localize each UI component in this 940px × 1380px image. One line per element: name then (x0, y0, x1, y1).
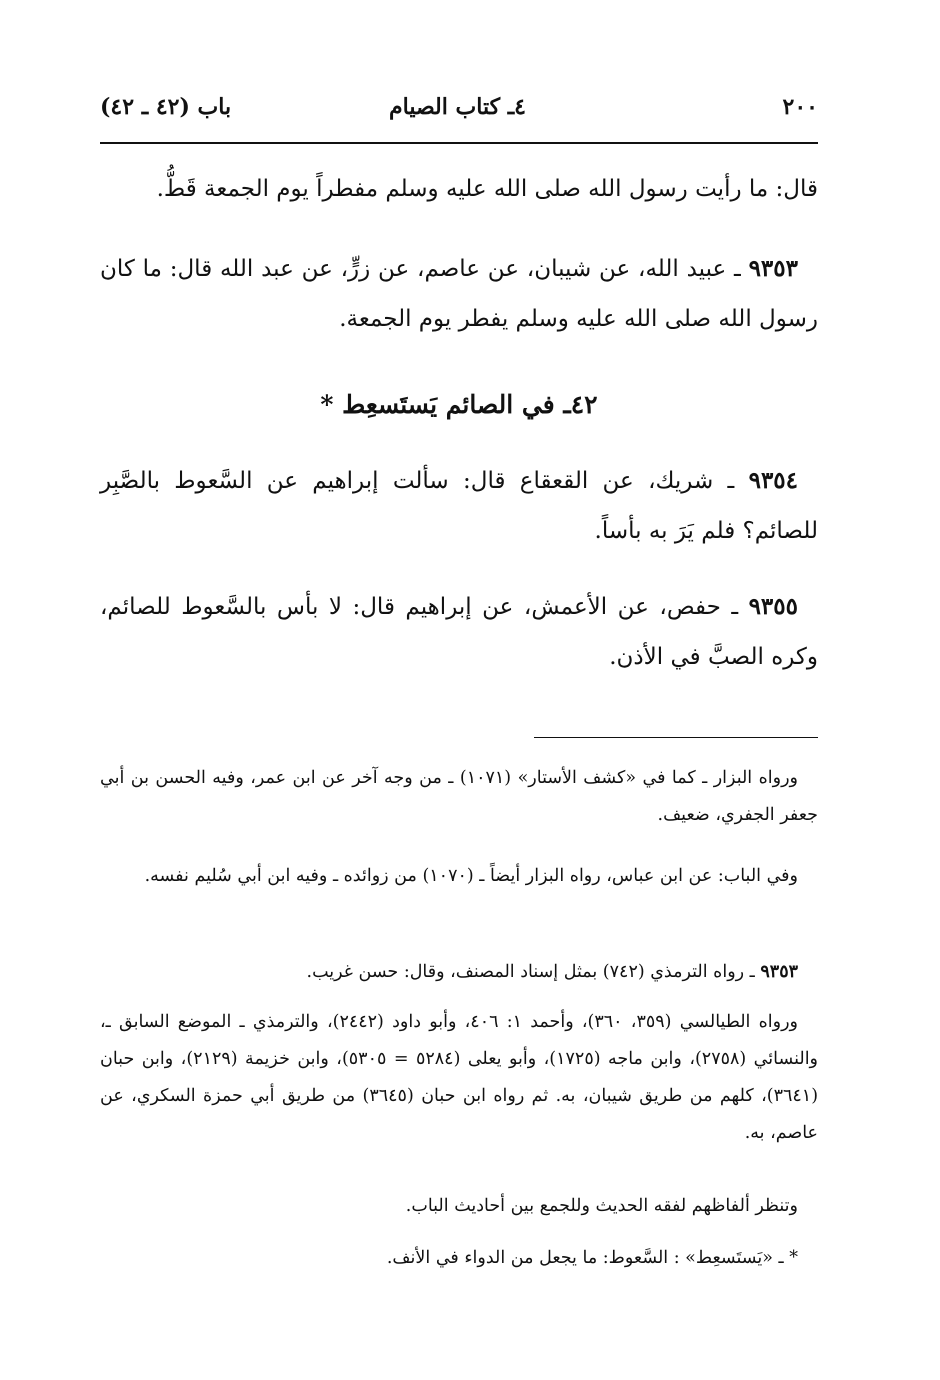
header-divider (100, 142, 818, 144)
footnote-text: ـ رواه الترمذي (٧٤٢) بمثل إسناد المصنف، وقال: حسن غريب. (306, 962, 755, 982)
hadith-number: ٩٣٥٥ (748, 593, 798, 620)
footnote-definition: * ـ «يَستَسعِط» : السَّعوط: ما يجعل من الدواء في الأنف. (386, 1248, 798, 1268)
footnote-takhrij: ورواه الطيالسي (٣٥٩، ٣٦٠)، وأحمد ١: ٤٠٦، وأبو داود (٢٤٤٢)، والترمذي ـ الموضع السابق ـ، والنسائي (٢٧٥٨)، وابن ماجه (١٧٢٥)، وأبو يعلى (٥٢٨٤ = ٥٣٠٥)، وابن خزيمة (٢١٢٩)، وابن حبان (٣٦٤١)، كلهم من طريق شيبان، به. ثم رواه ابن حبان (٣٦٤٥) من طريق أبي حمزة السكري، عن عاصم، به. (100, 1012, 819, 1143)
hadith-number: ٩٣٥٤ (748, 467, 799, 494)
hadith-text: ـ عبيد الله، عن شيبان، عن عاصم، عن زرٍّ، عن عبد الله قال: ما كان رسول الله صلى الله عليه وسلم يفطر يوم الجمعة. (100, 256, 818, 332)
footnote-in-the-chapter: وفي الباب: عن ابن عباس، رواه البزار أيضاً ـ (١٠٧٠) من زوائده ـ وفيه ابن أبي سُليم نفسه. (144, 866, 798, 886)
chapter-reference: باب (٤٢ ـ ٤٢) (100, 94, 232, 120)
page-number: ٢٠٠ (782, 94, 818, 120)
footnote-number: ٩٣٥٣ (760, 962, 798, 982)
hadith-9354 (100, 456, 818, 556)
footnote-9353 (100, 954, 818, 991)
hadith-number: ٩٣٥٣ (748, 255, 798, 282)
section-title: ٤٢ـ في الصائم يَستَسعِط * (320, 390, 598, 419)
hadith-text: ـ شريك، عن القعقاع قال: سألت إبراهيم عن السَّعوط بالصَّبِر للصائم؟ فلم يَرَ به بأساً. (100, 468, 818, 544)
footnote-fiqh-note: وتنظر ألفاظهم لفقه الحديث وللجمع بين أحاديث الباب. (405, 1196, 798, 1216)
hadith-9355 (100, 582, 818, 682)
hadith-9353 (100, 244, 818, 344)
page-header (100, 88, 818, 138)
footnote-divider (534, 737, 818, 738)
footnote-bazzar: ورواه البزار ـ كما في «كشف الأستار» (١٠٧١) ـ من وجه آخر عن ابن عمر، وفيه الحسن بن أبي جعفر الجفري، ضعيف. (100, 768, 818, 825)
hadith-text: ـ حفص، عن الأعمش، عن إبراهيم قال: لا بأس بالسَّعوط للصائم، وكره الصبَّ في الأذن. (100, 594, 818, 670)
continuation-paragraph: قال: ما رأيت رسول الله صلى الله عليه وسلم مفطراً يوم الجمعة قَطُّ. (156, 176, 818, 202)
book-title: ٤ـ كتاب الصيام (389, 94, 526, 120)
